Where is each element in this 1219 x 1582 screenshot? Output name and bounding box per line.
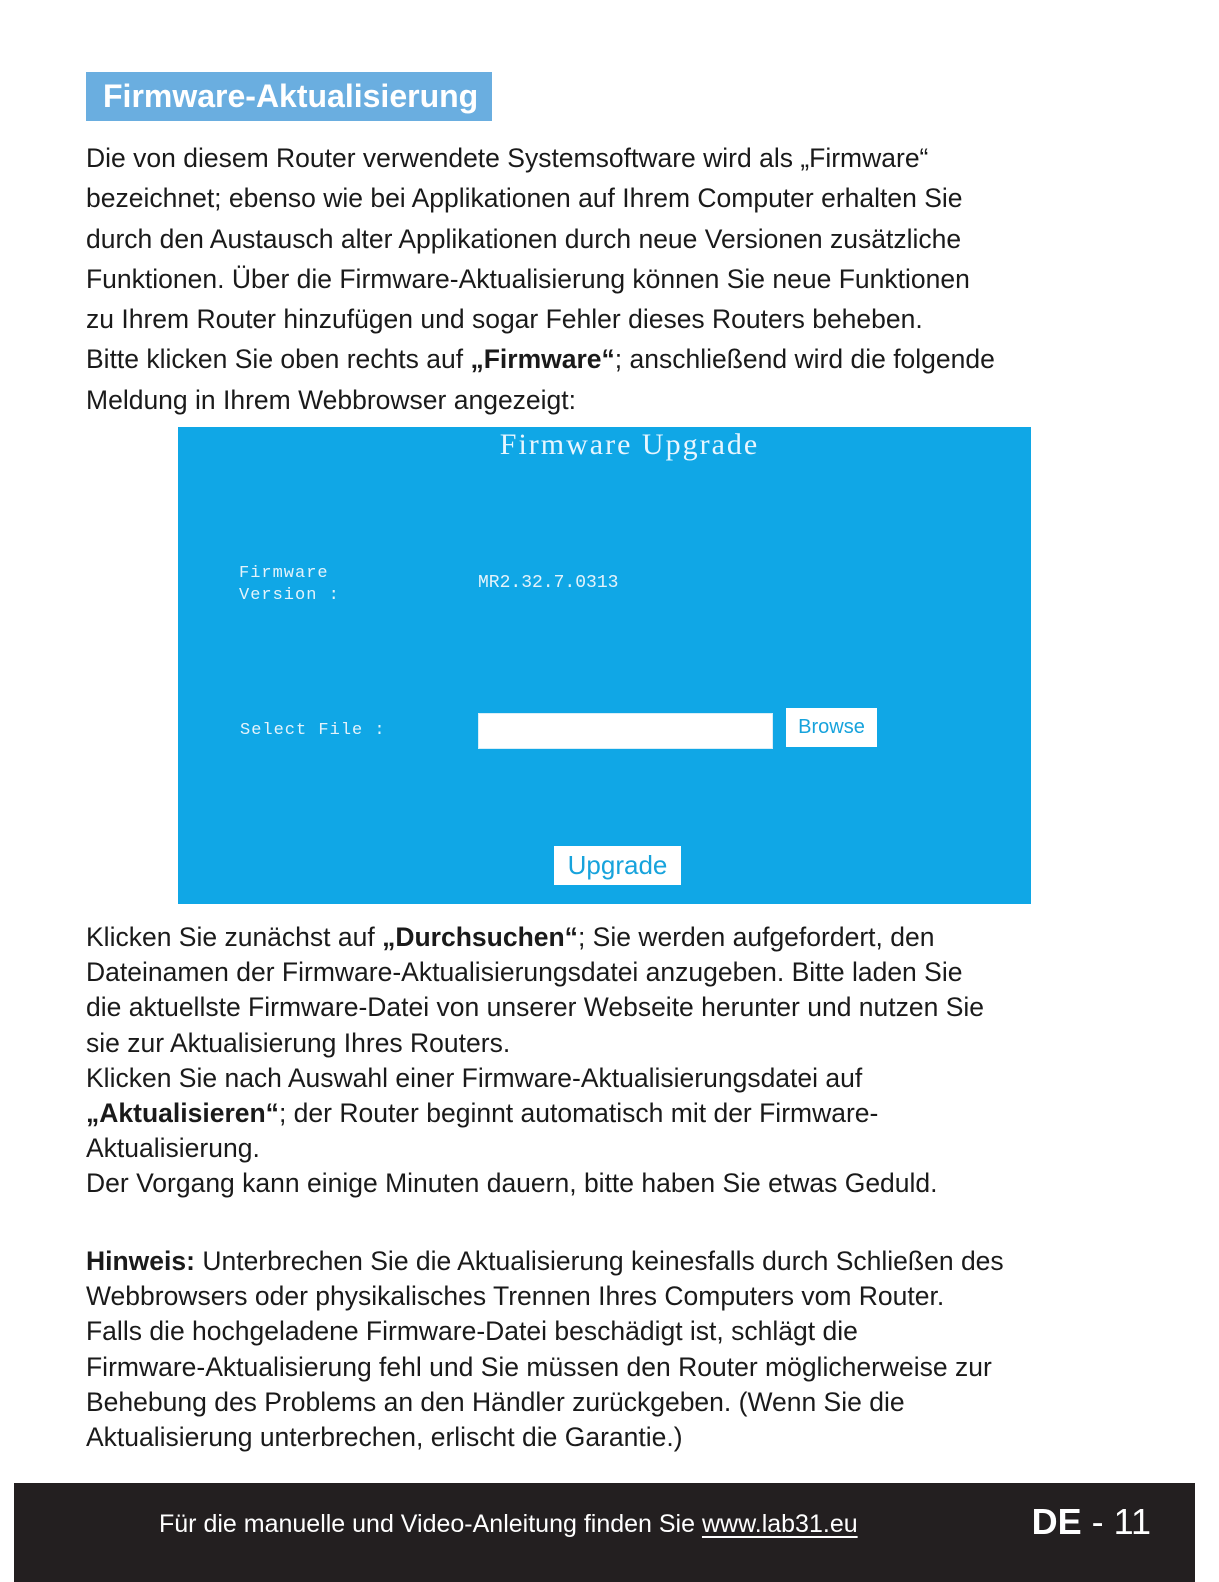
text-line: die aktuellste Firmware-Datei von unserer Webseite herunter und nutzen Sie [86, 992, 985, 1023]
select-file-label: Select File : [240, 721, 386, 740]
text-line: Bitte klicken Sie oben rechts auf „Firmware“; anschließend wird die folgende [86, 344, 995, 375]
intro-paragraph [86, 138, 1186, 420]
screenshot-title: Firmware Upgrade [499, 428, 760, 461]
firmware-emphasis: „Firmware“ [470, 344, 615, 375]
firmware-version-label: Firmware Version : [239, 564, 340, 605]
upgrade-button[interactable]: Upgrade [554, 846, 681, 885]
page-number: DE - 11 [1031, 1501, 1151, 1542]
firmware-upgrade-screenshot [178, 427, 1031, 904]
text-line: „Aktualisieren“; der Router beginnt automatisch mit der Firmware- [86, 1098, 879, 1129]
text-line: Klicken Sie nach Auswahl einer Firmware-Aktualisierungsdatei auf [86, 1062, 863, 1093]
text-line: bezeichnet; ebenso wie bei Applikationen auf Ihrem Computer erhalten Sie [86, 183, 963, 214]
section-title: Firmware-Aktualisierung [86, 72, 492, 121]
text-line: Der Vorgang kann einige Minuten dauern, bitte haben Sie etwas Geduld. [86, 1168, 938, 1199]
aktualisieren-emphasis: „Aktualisieren“ [86, 1098, 279, 1129]
text-line: Die von diesem Router verwendete Systemsoftware wird als „Firmware“ [86, 143, 929, 173]
footer-text: Für die manuelle und Video-Anleitung finden Sie www.lab31.eu [159, 1510, 858, 1538]
text-line: sie zur Aktualisierung Ihres Routers. [86, 1027, 511, 1058]
text-line: Klicken Sie zunächst auf „Durchsuchen“; Sie werden aufgefordert, den [86, 922, 935, 952]
text-line: Firmware-Aktualisierung fehl und Sie müssen den Router möglicherweise zur [86, 1351, 992, 1382]
durchsuchen-emphasis: „Durchsuchen“ [382, 922, 578, 952]
text-line: Hinweis: Unterbrechen Sie die Aktualisierung keinesfalls durch Schließen des [86, 1246, 1004, 1276]
text-line: Behebung des Problems an den Händler zurückgeben. (Wenn Sie die [86, 1386, 905, 1417]
note-label: Hinweis: [86, 1246, 195, 1276]
text-line: zu Ihrem Router hinzufügen und sogar Fehler dieses Routers beheben. [86, 304, 923, 335]
website-link[interactable]: www.lab31.eu [701, 1510, 858, 1538]
note-paragraph [86, 1244, 1186, 1455]
text-line: Aktualisierung unterbrechen, erlischt die Garantie.) [86, 1422, 683, 1453]
firmware-version-value: MR2.32.7.0313 [478, 573, 619, 593]
text-line: Funktionen. Über die Firmware-Aktualisierung können Sie neue Funktionen [86, 263, 970, 294]
text-line: Dateinamen der Firmware-Aktualisierungsdatei anzugeben. Bitte laden Sie [86, 957, 963, 988]
text-line: durch den Austausch alter Applikationen durch neue Versionen zusätzliche [86, 223, 962, 254]
text-line: Meldung in Ihrem Webbrowser angezeigt: [86, 384, 577, 415]
browse-button[interactable]: Browse [786, 708, 877, 747]
text-line: Falls die hochgeladene Firmware-Datei beschädigt ist, schlägt die [86, 1316, 858, 1347]
text-line: Aktualisierung. [86, 1133, 260, 1164]
page-footer [14, 1483, 1195, 1582]
file-path-input[interactable] [478, 713, 773, 749]
text-line: Webbrowsers oder physikalisches Trennen Ihres Computers vom Router. [86, 1281, 945, 1312]
steps-paragraph [86, 920, 1186, 1202]
language-code: DE [1031, 1501, 1082, 1542]
